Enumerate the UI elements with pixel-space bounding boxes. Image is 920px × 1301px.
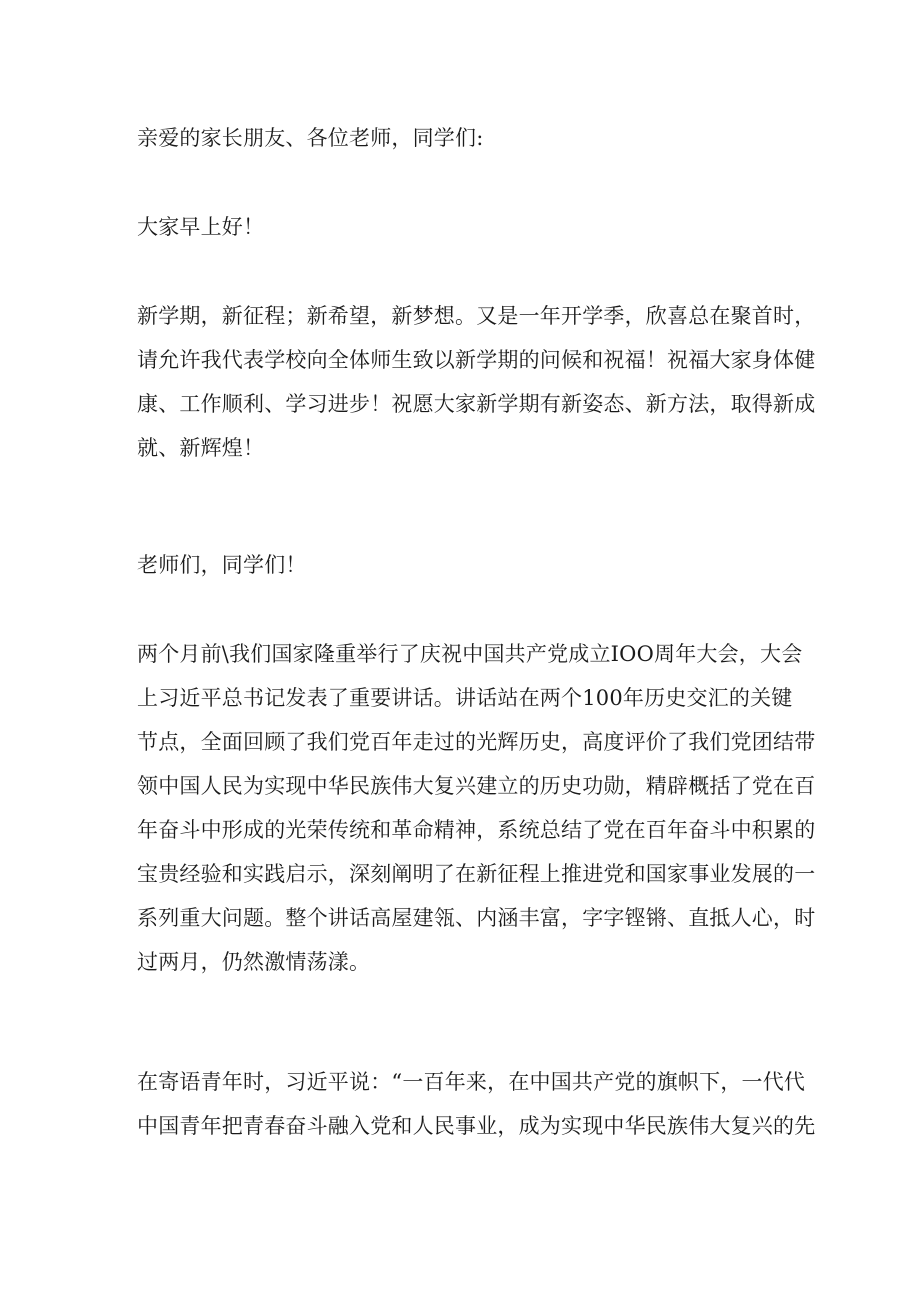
- paragraph-line: 过两月，仍然激情荡漾。: [137, 950, 371, 974]
- paragraph-line: 在寄语青年时，习近平说：“一百年来，在中国共产党的旗帜下，一代代: [137, 1070, 806, 1094]
- paragraph-anniversary: [137, 632, 816, 984]
- paragraph-line: 上习近平总书记发表了重要讲话。讲话站在两个100年历史交汇的关键: [137, 686, 793, 710]
- paragraph-youth-message: [137, 1060, 816, 1148]
- paragraph-line: 请允许我代表学校向全体师生致以新学期的问候和祝福！祝福大家身体健: [137, 348, 816, 372]
- paragraph-line: 新学期，新征程；新希望，新梦想。又是一年开学季，欣喜总在聚首时，: [137, 304, 816, 328]
- greeting-line: 大家早上好！: [137, 215, 265, 239]
- salutation: [137, 116, 797, 160]
- paragraph-line: 就、新辉煌！: [137, 436, 265, 460]
- paragraph-line: 年奋斗中形成的光荣传统和革命精神，系统总结了党在百年奋斗中积累的: [137, 818, 816, 842]
- paragraph-line: 两个月前\我们国家隆重举行了庆祝中国共产党成立IOO周年大会，大会: [137, 642, 803, 666]
- paragraph-line: 宝贵经验和实践启示，深刻阐明了在新征程上推进党和国家事业发展的一: [137, 862, 816, 886]
- address-line: [137, 543, 797, 587]
- paragraph-line: 中国青年把青春奋斗融入党和人民事业，成为实现中华民族伟大复兴的先: [137, 1114, 816, 1138]
- paragraph-line: 系列重大问题。整个讲话高屋建瓴、内涵丰富，字字铿锵、直抵人心，时: [137, 906, 816, 930]
- salutation-line: 亲爱的家长朋友、各位老师，同学们:: [137, 126, 484, 150]
- paragraph-line: 康、工作顺利、学习进步！祝愿大家新学期有新姿态、新方法，取得新成: [137, 392, 816, 416]
- paragraph-line: 领中国人民为实现中华民族伟大复兴建立的历史功勋，精辟概括了党在百: [137, 774, 816, 798]
- paragraph-line: 节点，全面回顾了我们党百年走过的光辉历史，高度评价了我们党团结带: [137, 730, 816, 754]
- address-text: 老师们，同学们！: [137, 553, 307, 577]
- greeting: [137, 205, 797, 249]
- paragraph-welcome: [137, 294, 816, 470]
